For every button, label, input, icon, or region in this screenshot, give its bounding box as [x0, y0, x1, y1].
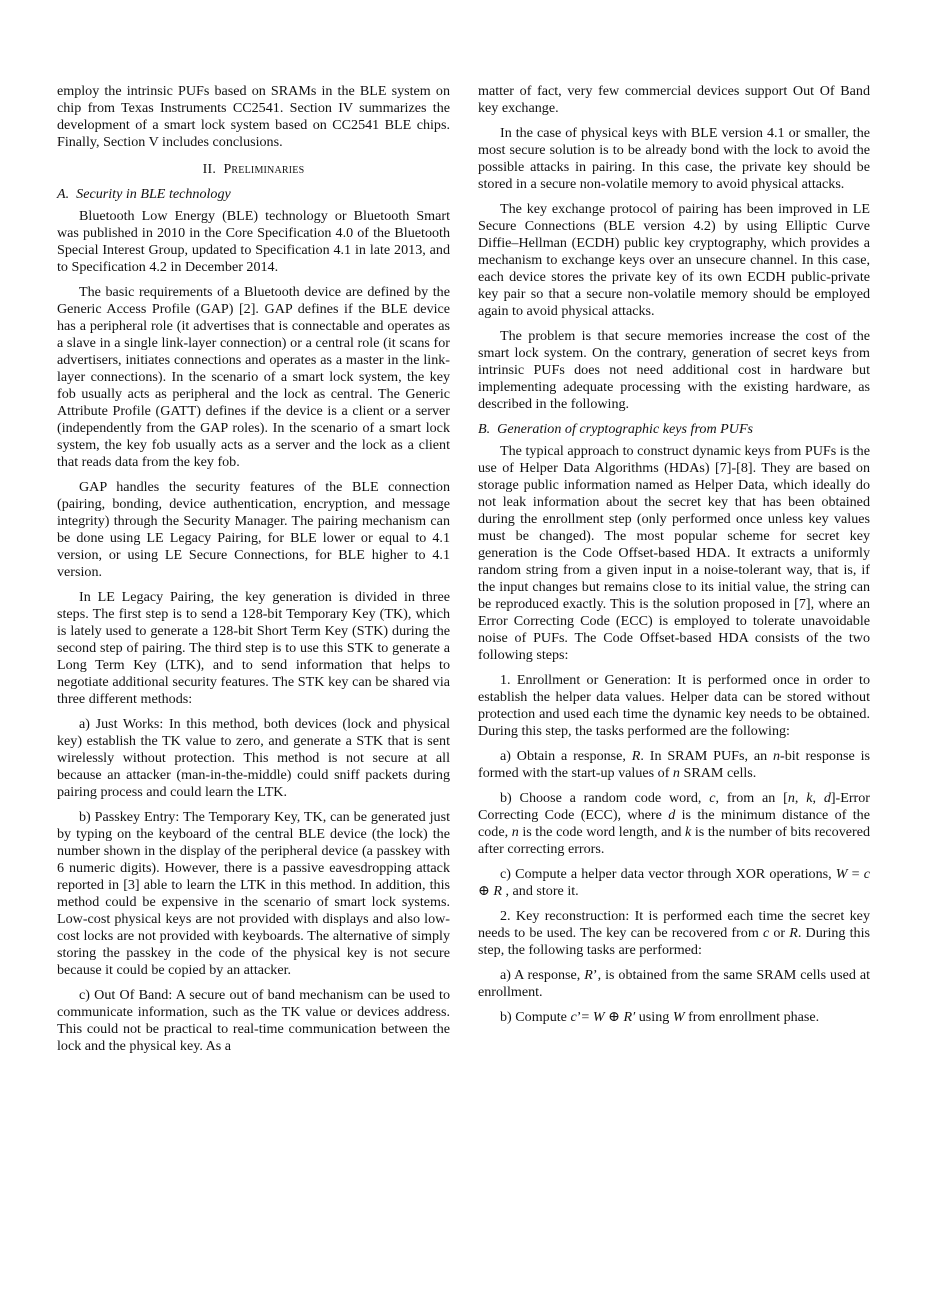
math-var: W [672, 1009, 685, 1025]
text-run: -bit response is formed with the start-up values of [478, 748, 871, 781]
text-run: , and store it. [501, 883, 579, 899]
math-var: R [631, 748, 641, 764]
text-run: is the minimum distance of the code, [478, 807, 870, 840]
math-var: R [493, 883, 502, 899]
section-number: II. [202, 162, 217, 177]
paragraph: The typical approach to construct dynamic keys from PUFs is the use of Helper Data Algorithms (HDAs) [7]-[8]. They are based on storage public information named as Helper Data, which ideally do not leak information about the secret key that has been obtained during the enrollment step (only performed once unless key values must be changed). The most popular scheme for secret key generation is the Code Offset-based HDA. It extracts a uniformly random string from a given input in a noise-tolerant way, that is, if the input changes but remains close to its initial value, the string can be reproduced exactly. This is the solution proposed in [7], where an Error Correcting Code (ECC) is employed to tolerate unavoidable noise of PUFs. The Code Offset-based HDA consists of the two following steps: [478, 443, 870, 663]
paragraph: matter of fact, very few commercial devices support Out Of Band key exchange. [478, 83, 870, 116]
text-run: a) Obtain a response, [500, 748, 632, 764]
math-var: c [863, 866, 871, 882]
text-run: 2. Key reconstruction: It is performed each time the secret key needs to be used. The key can be recovered from [478, 908, 870, 941]
math-var: n [772, 748, 781, 764]
math-var: k [806, 790, 813, 806]
text-run: from enrollment phase. [684, 1009, 820, 1025]
section-heading [57, 161, 450, 178]
left-column [57, 83, 450, 1063]
math-var: R′ [623, 1009, 636, 1025]
paragraph: a) Just Works: In this method, both devices (lock and physical key) establish the TK value to zero, and generate a STK that is sent wirelessly without protection. This method is not secure at all because an attacker (man-in-the-middle) could sniff packets during pairing process and could learn the LTK. [57, 716, 450, 800]
text-run: . In SRAM PUFs, an [640, 748, 773, 764]
text-run: or [769, 925, 790, 941]
subsection-heading: B. Generation of cryptographic keys from PUFs [478, 421, 754, 437]
math-var: k [685, 824, 692, 840]
paragraph [478, 1009, 870, 1026]
math-var: n [672, 765, 680, 781]
text-run: ]-Error Correcting Code (ECC), where [478, 790, 870, 823]
math-var: c [570, 1009, 577, 1025]
math-var: W [592, 1009, 605, 1025]
text-run: ’= [576, 1009, 593, 1025]
text-run: , [812, 790, 824, 806]
paragraph: The key exchange protocol of pairing has been improved in LE Secure Connections (BLE version 4.2) by using Elliptic Curve Diffie–Hellman (ECDH) public key cryptography, which provides a mechanism to exchange keys over an unsecure channel. In this case, each device stores the private key of its own ECDH public-private key pair so that a secure non-volatile memory should be employed again to avoid physical attacks. [478, 201, 870, 319]
text-run: is the code word length, and [518, 824, 686, 840]
text-run: ’, is obtained from the same SRAM cells used at enrollment. [478, 967, 870, 1000]
math-var: n [787, 790, 795, 806]
math-var: R [789, 925, 798, 941]
paragraph: b) Passkey Entry: The Temporary Key, TK, can be generated just by typing on the keyboard of the central BLE device (the lock) the number shown in the display of the peripheral device (a passkey with 6 numeric digits). However, there is a passive eavesdropping attack reported in [3] able to learn the LTK in this method. In addition, this method could be expensive in the scenario of smart lock systems. Low-cost physical keys are not provided with displays and also low-cost locks are not provided with keyboards. The alternative of simply storing the passkey in the code of the physical key is not secure because it could be copied by an attacker. [57, 809, 450, 978]
text-run: , [794, 790, 807, 806]
math-var: W [835, 866, 848, 882]
text-run: a) A response, [500, 967, 585, 983]
math-var: d [668, 807, 676, 823]
paragraph [478, 748, 870, 782]
paragraph [478, 866, 870, 900]
paragraph: In LE Legacy Pairing, the key generation is divided in three steps. The first step is to send a 128-bit Temporary Key (TK), which is lately used to generate a 128-bit Short Term Key (STK) during the second step of pairing. The third step is to use this STK to generate a Long Term Key (LTK), and to send information that helps to negotiate additional security features. The STK key can be shared via three different methods: [57, 589, 450, 707]
right-column [478, 83, 870, 1034]
math-var: c [709, 790, 716, 806]
math-var: R [584, 967, 593, 983]
paragraph: GAP handles the security features of the BLE connection (pairing, bonding, device authentication, encryption, and message integrity) through the Security Manager. The pairing mechanism can be done using LE Legacy Pairing, for BLE lower or equal to 4.1 version, or using LE Secure Connections, for BLE higher to 4.1 version. [57, 479, 450, 580]
paragraph: The problem is that secure memories increase the cost of the smart lock system. On the contrary, generation of secret keys from intrinsic PUFs does not need additional cost in hardware but implementing adequate processing with the existing hardware, as described in the following. [478, 328, 870, 412]
math-operator: ⊕ [478, 883, 494, 899]
paragraph: 1. Enrollment or Generation: It is performed once in order to establish the helper data values. Helper data can be stored without protection and used each time the dynamic key needs to be obtained. During this step, the tasks performed are the following: [478, 672, 870, 739]
text-run: b) Compute [500, 1009, 571, 1025]
paragraph [478, 790, 870, 858]
paragraph [478, 967, 870, 1001]
text-run: is the number of bits recovered after correcting errors. [478, 824, 871, 857]
text-run: , from an [ [715, 790, 788, 806]
text-run: using [635, 1009, 673, 1025]
math-operator: ⊕ [604, 1009, 624, 1025]
text-run: c) Compute a helper data vector through XOR operations, [500, 866, 836, 882]
paragraph: c) Out Of Band: A secure out of band mechanism can be used to communicate information, such as the TK value or devices address. This could not be practical to real-time communication between the lock and the physical key. As a [57, 987, 450, 1054]
text-run: SRAM cells. [679, 765, 757, 781]
math-var: d [823, 790, 831, 806]
subsection-heading: A. Security in BLE technology [57, 186, 231, 202]
paragraph [478, 908, 870, 959]
math-var: n [511, 824, 519, 840]
math-var: c [762, 925, 770, 941]
section-title: Preliminaries [223, 162, 305, 177]
text-run: b) Choose a random code word, [500, 790, 710, 806]
text-run: = [847, 866, 864, 882]
paragraph: In the case of physical keys with BLE version 4.1 or smaller, the most secure solution is to be already bond with the lock to avoid the possible attacks in pairing. In this case, the private key should be stored in a secure non-volatile memory to avoid physical attacks. [478, 125, 870, 192]
text-run: . During this step, the following tasks are performed: [478, 925, 870, 958]
paragraph: Bluetooth Low Energy (BLE) technology or Bluetooth Smart was published in 2010 in the Core Specification 4.0 of the Bluetooth Special Interest Group, updated to Specification 4.1 in late 2013, and to Specification 4.2 in December 2014. [57, 208, 450, 275]
paragraph: employ the intrinsic PUFs based on SRAMs in the BLE system on chip from Texas Instruments CC2541. Section IV summarizes the development of a smart lock system based on CC2541 BLE chips. Finally, Section V includes conclusions. [57, 83, 450, 150]
paragraph: The basic requirements of a Bluetooth device are defined by the Generic Access Profile (GAP) [2]. GAP defines if the BLE device has a peripheral role (it advertises that is connectable and operates as a slave in a single link-layer connection) or a central role (it scans for advertisers, initiates connections and operates as a master in the link-layer connections). In the scenario of a smart lock system, the key fob usually acts as peripheral and the lock as central. The Generic Attribute Profile (GATT) defines if the device is a client or a server (independently from the GAP roles). In the scenario of a smart lock system, the key fob usually acts as a server and the lock as a client that reads data from the key fob. [57, 284, 450, 470]
